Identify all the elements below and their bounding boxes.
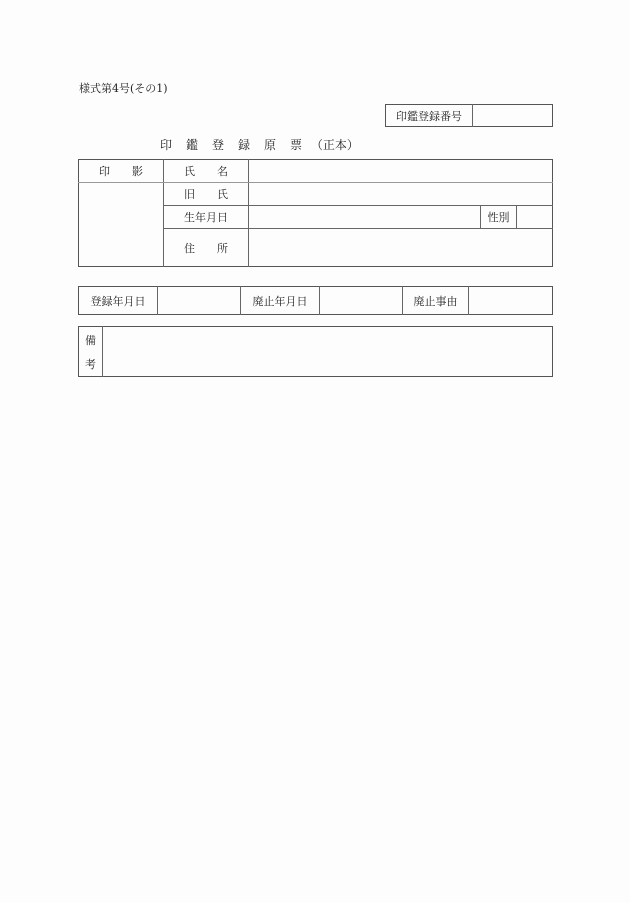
birthdate-label: 生年月日 bbox=[184, 211, 228, 224]
form-number: 様式第4号(その1) bbox=[79, 82, 168, 95]
registration-number-label: 印鑑登録番号 bbox=[396, 109, 462, 123]
remarks-label-bottom: 考 bbox=[85, 358, 96, 371]
remarks-label-top: 備 bbox=[85, 334, 96, 347]
address-field[interactable] bbox=[249, 229, 552, 266]
seal-label: 印 影 bbox=[99, 165, 143, 178]
registration-number-field[interactable] bbox=[473, 105, 552, 126]
gender-field[interactable] bbox=[517, 206, 552, 228]
registration-date-field[interactable] bbox=[158, 287, 240, 314]
title-main: 印 鑑 登 録 原 票 bbox=[160, 138, 304, 152]
seal-impression-area[interactable] bbox=[79, 183, 163, 266]
abolition-reason-label: 廃止事由 bbox=[413, 294, 458, 308]
registration-date-label: 登録年月日 bbox=[90, 294, 146, 308]
former-name-label: 旧 氏 bbox=[184, 188, 228, 201]
gender-label: 性別 bbox=[487, 211, 510, 224]
birthdate-field[interactable] bbox=[249, 206, 480, 228]
abolition-date-label: 廃止年月日 bbox=[252, 294, 308, 308]
remarks-field[interactable] bbox=[103, 327, 552, 376]
title-suffix: （正本） bbox=[310, 138, 359, 152]
page-title bbox=[160, 136, 359, 153]
address-label: 住 所 bbox=[184, 241, 228, 255]
abolition-date-field[interactable] bbox=[320, 287, 402, 314]
name-field[interactable] bbox=[249, 160, 552, 182]
abolition-reason-field[interactable] bbox=[469, 287, 552, 314]
former-name-field[interactable] bbox=[249, 183, 552, 205]
name-label: 氏 名 bbox=[184, 165, 228, 178]
